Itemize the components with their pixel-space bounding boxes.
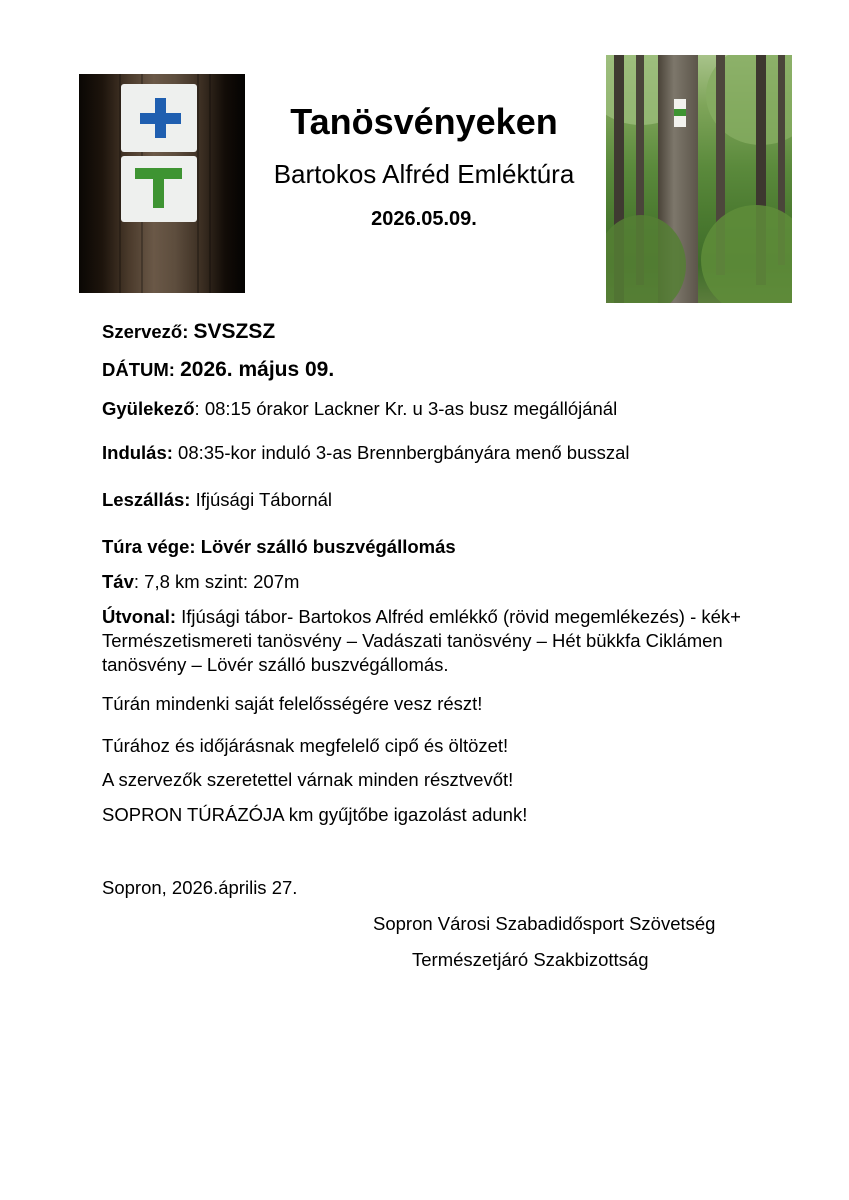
- trail-marker-icon: [674, 99, 686, 127]
- place-date: Sopron, 2026.április 27.: [102, 877, 298, 898]
- departure-label: Indulás:: [102, 442, 173, 463]
- note-certificate: SOPRON TÚRÁZÓJA km gyűjtőbe igazolást adunk!: [102, 804, 528, 825]
- date-label: DÁTUM:: [102, 359, 175, 380]
- event-date: 2026.05.09.: [371, 208, 477, 230]
- organizer-value: SVSZSZ: [193, 320, 276, 343]
- trail-marker-photo: [79, 74, 245, 293]
- date-value: 2026. május 09.: [180, 358, 335, 381]
- route-paragraph: [102, 605, 762, 677]
- departure-value: 08:35-kor induló 3-as Brennbergbányára menő busszal: [172, 442, 630, 463]
- note-welcome: A szervezők szeretettel várnak minden résztvevőt!: [102, 769, 514, 790]
- note-responsibility: Túrán mindenki saját felelősségére vesz részt!: [102, 693, 483, 714]
- page-title: Tanösvényeken: [290, 101, 558, 142]
- date-line: [102, 358, 334, 382]
- route-label: Útvonal:: [102, 606, 176, 627]
- organizer-label: Szervező:: [102, 321, 189, 342]
- getoff-line: [102, 488, 332, 512]
- green-t-marker-icon: [121, 156, 197, 222]
- meeting-line: [102, 397, 617, 421]
- signature-committee: Természetjáró Szakbizottság: [412, 949, 649, 970]
- meeting-value: : 08:15 órakor Lackner Kr. u 3-as busz megállójánál: [194, 398, 618, 419]
- distance-label: Táv: [102, 571, 134, 592]
- meeting-label: Gyülekező: [102, 398, 195, 419]
- blue-cross-marker-icon: [121, 84, 197, 152]
- note-clothing: Túrához és időjárásnak megfelelő cipő és öltözet!: [102, 735, 509, 756]
- signature-org: Sopron Városi Szabadidősport Szövetség: [373, 913, 716, 934]
- forest-photo: [606, 55, 792, 303]
- departure-line: [102, 441, 630, 465]
- distance-value: : 7,8 km szint: 207m: [133, 571, 300, 592]
- getoff-value: Ifjúsági Tábornál: [190, 489, 333, 510]
- organizer-line: [102, 320, 275, 344]
- event-subtitle: Bartokos Alfréd Emléktúra: [273, 159, 575, 189]
- getoff-label: Leszállás:: [102, 489, 191, 510]
- distance-line: [102, 570, 299, 594]
- tour-end-line: Túra vége: Lövér szálló buszvégállomás: [102, 536, 456, 557]
- route-value: Ifjúsági tábor- Bartokos Alfréd emlékkő (rövid megemlékezés) - kék+ Természetismereti tanösvény – Vadászati tanösvény – Hét bükkfa Ciklámen tanösvény – Lövér szálló buszvégállomás.: [102, 606, 741, 675]
